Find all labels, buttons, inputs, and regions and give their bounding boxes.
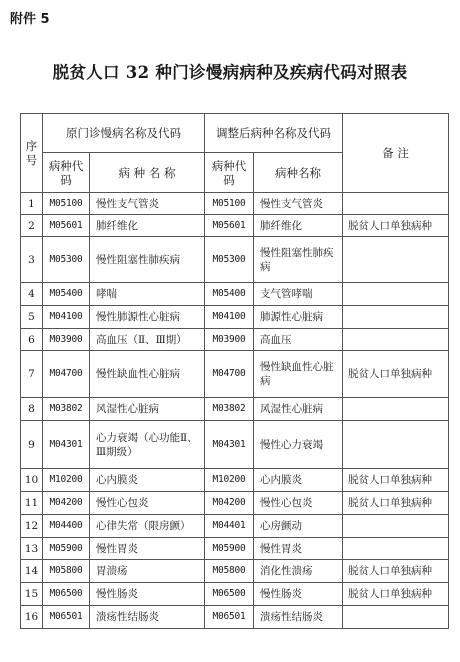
- adjusted-name: 慢性支气管炎: [254, 193, 343, 215]
- original-code: M05400: [43, 283, 90, 306]
- original-code: M05800: [43, 560, 90, 583]
- note-cell: 脱贫人口单独病种: [343, 351, 449, 398]
- attachment-label: 附件 5: [10, 12, 50, 27]
- row-number: 7: [21, 351, 43, 398]
- note-cell: [343, 421, 449, 469]
- original-name: 肺纤维化: [90, 215, 205, 237]
- table-row: [21, 606, 449, 629]
- row-number: 8: [21, 398, 43, 421]
- original-code: M03802: [43, 398, 90, 421]
- adjusted-name: 慢性胃炎: [254, 538, 343, 560]
- table-row: [21, 215, 449, 237]
- adjusted-code: M06501: [205, 606, 254, 629]
- row-number: 16: [21, 606, 43, 629]
- disease-code-table: [20, 113, 449, 629]
- adjusted-name: 消化性溃疡: [254, 560, 343, 583]
- original-name: 哮喘: [90, 283, 205, 306]
- adjusted-name: 心房颤动: [254, 515, 343, 538]
- header-note: 备 注: [343, 114, 449, 193]
- note-cell: [343, 398, 449, 421]
- note-cell: [343, 538, 449, 560]
- original-code: M06500: [43, 583, 90, 606]
- table-row: [21, 306, 449, 329]
- note-cell: 脱贫人口单独病种: [343, 560, 449, 583]
- adjusted-name: 慢性肠炎: [254, 583, 343, 606]
- note-cell: 脱贫人口单独病种: [343, 469, 449, 492]
- adjusted-name: 高血压: [254, 329, 343, 351]
- row-number: 10: [21, 469, 43, 492]
- original-code: M06501: [43, 606, 90, 629]
- header-code-adjusted: 病种代码: [205, 153, 254, 193]
- adjusted-code: M10200: [205, 469, 254, 492]
- adjusted-name: 心内膜炎: [254, 469, 343, 492]
- adjusted-code: M03900: [205, 329, 254, 351]
- original-name: 胃溃疡: [90, 560, 205, 583]
- row-number: 12: [21, 515, 43, 538]
- adjusted-code: M04700: [205, 351, 254, 398]
- table-row: [21, 538, 449, 560]
- original-name: 心力衰竭（心功能Ⅱ、Ⅲ期级）: [90, 421, 205, 469]
- adjusted-name: 溃疡性结肠炎: [254, 606, 343, 629]
- note-cell: [343, 606, 449, 629]
- adjusted-name: 慢性心力衰竭: [254, 421, 343, 469]
- original-name: 心内膜炎: [90, 469, 205, 492]
- header-row-top: [21, 114, 449, 153]
- adjusted-name: 肺源性心脏病: [254, 306, 343, 329]
- adjusted-code: M05601: [205, 215, 254, 237]
- row-number: 1: [21, 193, 43, 215]
- row-number: 13: [21, 538, 43, 560]
- note-cell: [343, 329, 449, 351]
- adjusted-code: M04100: [205, 306, 254, 329]
- adjusted-name: 慢性心包炎: [254, 492, 343, 515]
- note-cell: [343, 283, 449, 306]
- original-name: 风湿性心脏病: [90, 398, 205, 421]
- original-code: M05900: [43, 538, 90, 560]
- original-code: M10200: [43, 469, 90, 492]
- adjusted-name: 支气管哮喘: [254, 283, 343, 306]
- document-title: 脱贫人口 32 种门诊慢病病种及疾病代码对照表: [52, 63, 408, 82]
- original-name: 慢性胃炎: [90, 538, 205, 560]
- adjusted-code: M05800: [205, 560, 254, 583]
- note-cell: [343, 515, 449, 538]
- table-row: [21, 469, 449, 492]
- adjusted-code: M05400: [205, 283, 254, 306]
- original-name: 慢性缺血性心脏病: [90, 351, 205, 398]
- adjusted-code: M04200: [205, 492, 254, 515]
- table-row: [21, 329, 449, 351]
- note-cell: 脱贫人口单独病种: [343, 215, 449, 237]
- header-original: 原门诊慢病名称及代码: [43, 114, 205, 153]
- table-row: [21, 283, 449, 306]
- original-name: 慢性支气管炎: [90, 193, 205, 215]
- header-name-adjusted: 病种名称: [254, 153, 343, 193]
- original-code: M04700: [43, 351, 90, 398]
- note-cell: [343, 193, 449, 215]
- header-name-original: 病 种 名 称: [90, 153, 205, 193]
- note-cell: 脱贫人口单独病种: [343, 583, 449, 606]
- adjusted-code: M03802: [205, 398, 254, 421]
- original-name: 心律失常（限房颤）: [90, 515, 205, 538]
- original-code: M03900: [43, 329, 90, 351]
- original-name: 慢性阻塞性肺疾病: [90, 237, 205, 283]
- row-number: 9: [21, 421, 43, 469]
- adjusted-code: M05300: [205, 237, 254, 283]
- original-name: 溃疡性结肠炎: [90, 606, 205, 629]
- adjusted-code: M06500: [205, 583, 254, 606]
- original-name: 慢性肠炎: [90, 583, 205, 606]
- table-row: [21, 193, 449, 215]
- header-code-original: 病种代码: [43, 153, 90, 193]
- table-row: [21, 492, 449, 515]
- row-number: 6: [21, 329, 43, 351]
- row-number: 2: [21, 215, 43, 237]
- table-row: [21, 583, 449, 606]
- adjusted-code: M04401: [205, 515, 254, 538]
- row-number: 11: [21, 492, 43, 515]
- original-name: 高血压（Ⅱ、Ⅲ期）: [90, 329, 205, 351]
- note-cell: 脱贫人口单独病种: [343, 492, 449, 515]
- note-cell: [343, 306, 449, 329]
- original-code: M05300: [43, 237, 90, 283]
- row-number: 14: [21, 560, 43, 583]
- row-number: 3: [21, 237, 43, 283]
- adjusted-name: 慢性缺血性心脏病: [254, 351, 343, 398]
- adjusted-code: M05100: [205, 193, 254, 215]
- row-number: 4: [21, 283, 43, 306]
- original-name: 慢性肺源性心脏病: [90, 306, 205, 329]
- adjusted-name: 肺纤维化: [254, 215, 343, 237]
- row-number: 15: [21, 583, 43, 606]
- original-code: M05100: [43, 193, 90, 215]
- original-code: M04200: [43, 492, 90, 515]
- header-adjusted: 调整后病种名称及代码: [205, 114, 343, 153]
- original-code: M04400: [43, 515, 90, 538]
- header-seq: 序号: [21, 114, 43, 193]
- table-row: [21, 421, 449, 469]
- adjusted-code: M05900: [205, 538, 254, 560]
- table-row: [21, 515, 449, 538]
- original-name: 慢性心包炎: [90, 492, 205, 515]
- table-row: [21, 560, 449, 583]
- row-number: 5: [21, 306, 43, 329]
- original-code: M05601: [43, 215, 90, 237]
- table-row: [21, 398, 449, 421]
- original-code: M04301: [43, 421, 90, 469]
- adjusted-code: M04301: [205, 421, 254, 469]
- adjusted-name: 慢性阻塞性肺疾病: [254, 237, 343, 283]
- original-code: M04100: [43, 306, 90, 329]
- table-row: [21, 237, 449, 283]
- note-cell: [343, 237, 449, 283]
- adjusted-name: 风湿性心脏病: [254, 398, 343, 421]
- table-row: [21, 351, 449, 398]
